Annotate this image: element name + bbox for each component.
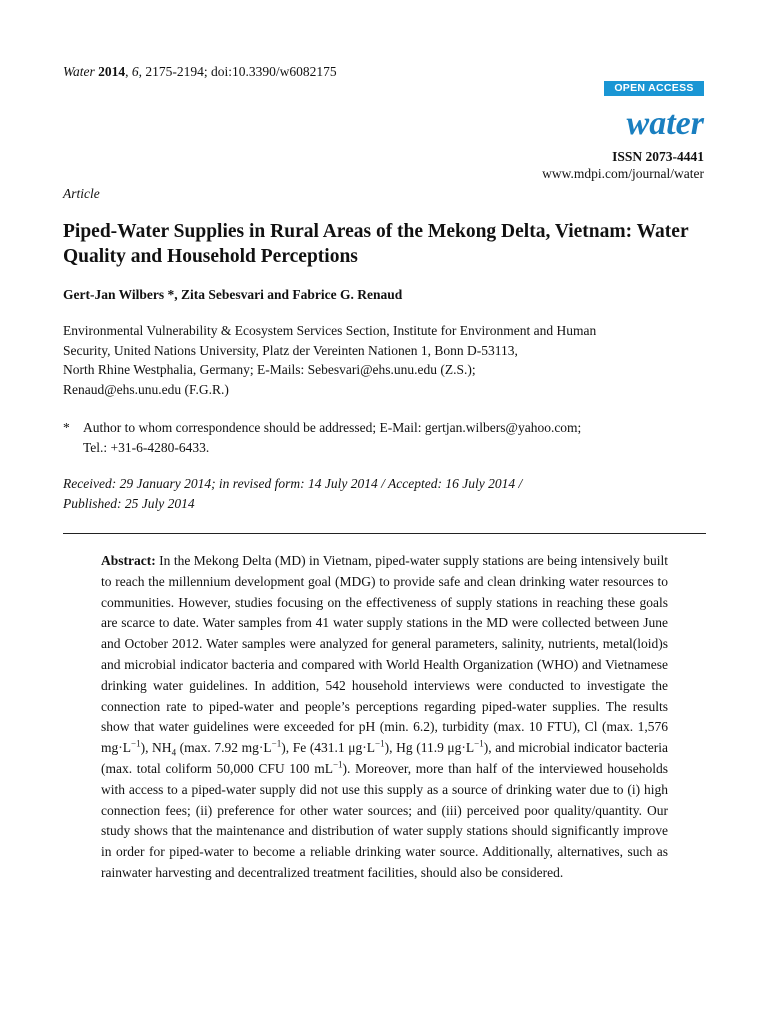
- open-access-badge: OPEN ACCESS: [604, 81, 704, 96]
- paper-title: Piped-Water Supplies in Rural Areas of the Mekong Delta, Vietnam: Water Quality and Household Perceptions: [63, 221, 689, 267]
- citation-year: 2014: [98, 64, 126, 79]
- affiliation-line: Renaud@ehs.unu.edu (F.G.R.): [63, 381, 229, 397]
- abstract-text: ), and microbial indicator bacteria (max. total coliform 50,000 CFU 100 mL: [101, 740, 668, 776]
- superscript: −1: [332, 759, 343, 770]
- abstract-text: ), NH: [140, 740, 172, 756]
- citation-volume: 6: [131, 64, 139, 79]
- header-divider: [63, 533, 706, 534]
- journal-url[interactable]: www.mdpi.com/journal/water: [542, 166, 704, 181]
- superscript: −1: [375, 738, 385, 749]
- article-type: Article: [63, 186, 100, 201]
- subscript: 4: [171, 747, 177, 758]
- affiliation-line: North Rhine Westphalia, Germany; E-Mails: Sebesvari@ehs.unu.edu (Z.S.);: [63, 362, 476, 377]
- correspondence-line: Author to whom correspondence should be addressed; E-Mail: gertjan.wilbers@yahoo.com;: [83, 420, 582, 435]
- dates-line: Published: 25 July 2014: [63, 495, 195, 511]
- abstract-text: ), Fe (431.1 μg·L: [281, 740, 376, 756]
- affiliation-line: Security, United Nations University, Platz der Vereinten Nationen 1, Bonn D-53113,: [63, 342, 518, 358]
- citation-pages-doi: , 2175-2194; doi:10.3390/w6082175: [138, 64, 337, 79]
- journal-name: Water: [63, 64, 95, 79]
- abstract: [101, 551, 668, 884]
- superscript: −1: [131, 738, 141, 749]
- affiliation: [63, 321, 713, 399]
- correspondence-note: [63, 418, 713, 457]
- correspondence-phone: Tel.: +31-6-4280-6433.: [83, 439, 210, 455]
- correspondence-marker: *: [63, 420, 70, 435]
- abstract-text: (max. 7.92 mg·L: [176, 740, 272, 756]
- abstract-label: Abstract:: [101, 553, 156, 568]
- superscript: −1: [474, 738, 484, 749]
- abstract-text: ), Hg (11.9 μg·L: [384, 740, 475, 756]
- journal-logo: water: [626, 105, 704, 142]
- abstract-text: ). Moreover, more than half of the interviewed households with access to a piped-water supply did not use this supply as a source of drinking water due to (i) high connection fees; (ii) preference for other water sources; and (iii) perceived poor quality/quantity. Our study shows that the maintenance and distribution of water supply stations should significantly improve in order for piped-water to become a reliable drinking water source. Additionally, alternatives, such as rainwater harvesting and decentralized treatment facilities, should also be considered.: [101, 760, 668, 880]
- author-list: Gert-Jan Wilbers *, Zita Sebesvari and Fabrice G. Renaud: [63, 287, 403, 302]
- superscript: −1: [271, 738, 282, 749]
- affiliation-line: Environmental Vulnerability & Ecosystem Services Section, Institute for Environment and Human: [63, 323, 597, 338]
- publication-dates: [63, 474, 713, 513]
- abstract-text: In the Mekong Delta (MD) in Vietnam, piped-water supply stations are being intensively built to reach the millennium development goal (MDG) to provide safe and clean drinking water resources to communities. However, studies focusing on the effectiveness of supply stations in reaching these goals are scarce to date. Water samples from 41 water supply stations in the MD were collected between June and October 2012. Water samples were analyzed for general parameters, salinity, nutrients, metal(loid)s and microbial indicator bacteria and compared with World Health Organization (WHO) and Vietnamese drinking water guidelines. In addition, 542 household interviews were conducted to investigate the connection rate to piped-water and people’s perceptions regarding piped-water supplies. The results show that water guidelines were exceeded for pH (min. 6.2), turbidity (max. 10 FTU), Cl (max. 1,576 mg·L: [101, 553, 668, 756]
- dates-line: Received: 29 January 2014; in revised form: 14 July 2014 / Accepted: 16 July 2014 /: [63, 476, 523, 491]
- issn: ISSN 2073-4441: [612, 149, 704, 164]
- journal-citation: Water 2014, 6, 2175-2194; doi:10.3390/w6082175: [63, 64, 337, 79]
